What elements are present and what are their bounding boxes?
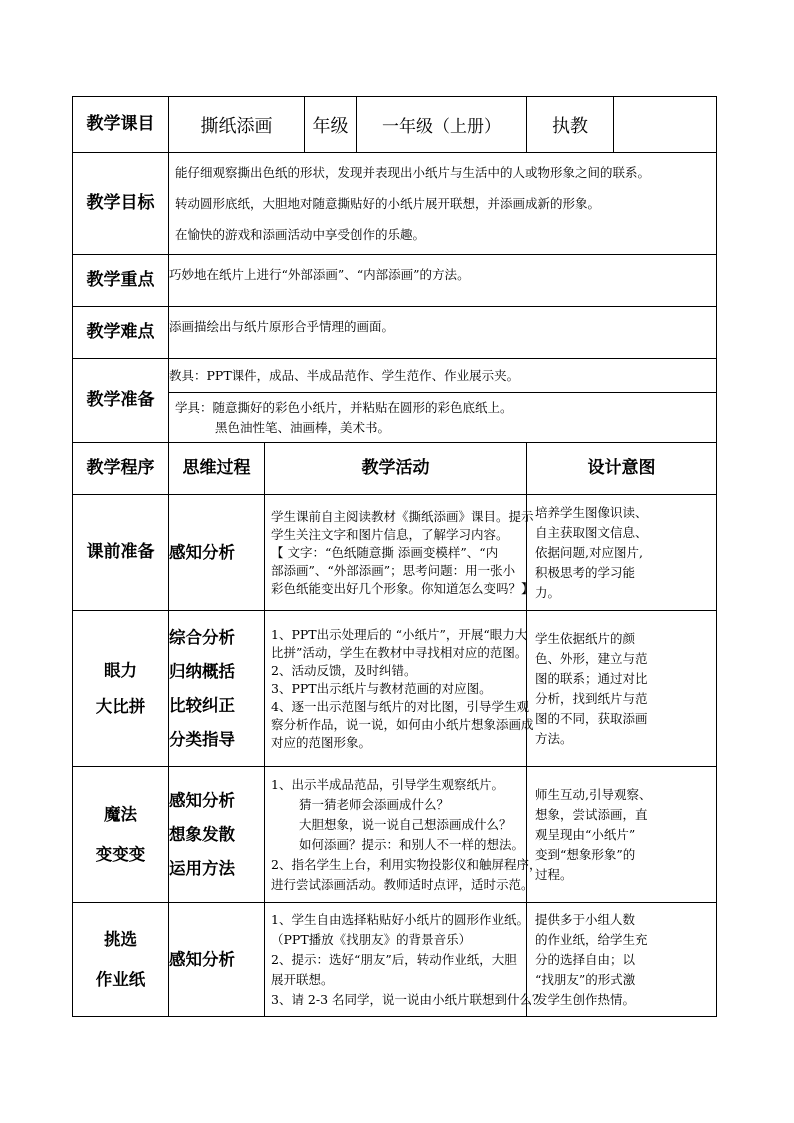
activity-line: 展开联想。 <box>271 971 334 987</box>
activity-line: 1、学生自由选择粘贴好小纸片的圆形作业纸。 <box>271 911 529 927</box>
stage-cell <box>73 611 169 767</box>
thinking-cell <box>169 495 265 611</box>
intent-line: 图的不同，获取添画 <box>535 710 648 726</box>
goal-line-3: 在愉快的游戏和添画活动中享受创作的乐趣。 <box>175 227 426 242</box>
thinking-step: 感知分析 <box>169 949 235 969</box>
activity-line: 对应的范图形象。 <box>271 734 372 750</box>
intent-line: 分析，找到纸片与范 <box>535 690 648 706</box>
activity-line: 4、逐一出示范图与纸片的对比图，引导学生观 <box>271 698 529 714</box>
activity-line: 猜一猜老师会添画成什么？ <box>299 796 450 812</box>
stage-name: 大比拼 <box>95 696 146 716</box>
activity-line: 比拼”活动，学生在教材中寻找相对应的范图。 <box>271 644 528 660</box>
intent-line: 积极思考的学习能 <box>535 564 636 580</box>
activity-line: 3、PPT出示纸片与教材范画的对应图。 <box>271 680 492 696</box>
activity-line: 2、提示：选好“朋友”后，转动作业纸，大胆 <box>271 951 517 967</box>
activity-line: 学生课前自主阅读教材《撕纸添画》课目。提示 <box>271 508 534 524</box>
intent-line: 发学生创作热情。 <box>535 991 636 1007</box>
header-row <box>73 97 717 153</box>
goal-line-1: 能仔细观察撕出色纸的形状，发现并表现出小纸片与生活中的人或物形象之间的联系。 <box>175 165 651 180</box>
intent-line: 色、外形，建立与范 <box>535 650 648 666</box>
procedure-row <box>73 903 717 1017</box>
intent-line: “找朋友”的形式激 <box>535 971 636 987</box>
intent-cell <box>527 611 717 767</box>
thinking-cell <box>169 903 265 1017</box>
activity-cell <box>265 903 545 1017</box>
intent-line: 观呈现由“小纸片” <box>535 826 636 842</box>
activity-line: 1、PPT出示处理后的 “小纸片”，开展“眼力大 <box>271 626 528 642</box>
activity-cell <box>265 495 534 611</box>
stage-name: 作业纸 <box>95 969 146 989</box>
stage-name: 魔法 <box>104 804 137 824</box>
thinking-cell <box>169 611 265 767</box>
thinking-step: 感知分析 <box>169 542 235 562</box>
prep-student-line-2: 黑色油性笔、油画棒，美术书。 <box>215 419 391 435</box>
stage-cell <box>73 767 169 903</box>
key-points-label: 教学重点 <box>73 255 169 307</box>
intent-line: 的作业纸，给学生充 <box>535 931 648 947</box>
activity-line: 3、请 2-3 名同学，说一说由小纸片联想到什么？ <box>271 991 545 1007</box>
stage-name: 挑选 <box>104 929 137 949</box>
intent-line: 师生互动,引导观察、 <box>535 786 652 802</box>
teacher-value <box>614 97 716 152</box>
prep-row-teacher <box>73 359 717 393</box>
col-procedure: 教学程序 <box>73 443 169 495</box>
prep-row-student <box>73 393 717 443</box>
thinking-step: 比较纠正 <box>169 695 235 715</box>
goals-row <box>73 153 717 255</box>
intent-line: 力。 <box>535 584 561 600</box>
activity-line: （PPT播放《找朋友》的背景音乐） <box>271 931 472 947</box>
prep-student-line-1: 学具：随意撕好的彩色小纸片，并粘贴在圆形的彩色底纸上。 <box>175 399 513 415</box>
intent-line: 想象，尝试添画，直 <box>535 806 648 822</box>
procedure-row <box>73 611 717 767</box>
key-points-text: 巧妙地在纸片上进行“外部添画”、“内部添画”的方法。 <box>169 255 717 307</box>
activity-line: 察分析作品，说一说，如何由小纸片想象添画成 <box>271 716 534 732</box>
activity-line: 部添画”、“外部添画”；思考问题：用一张小 <box>271 562 516 578</box>
teacher-label: 执教 <box>527 97 614 152</box>
teacher-cell <box>527 97 717 153</box>
goal-line-2: 转动圆形底纸，大胆地对随意撕贴好的小纸片展开联想，并添画成新的形象。 <box>175 196 601 211</box>
activity-line: 2、活动反馈，及时纠错。 <box>271 662 417 678</box>
intent-line: 依据问题,对应图片, <box>535 544 643 560</box>
procedure-header-row <box>73 443 717 495</box>
thinking-step: 分类指导 <box>169 729 235 749</box>
activity-line: 进行尝试添画活动。教师适时点评，适时示范。 <box>271 876 534 892</box>
difficulties-label: 教学难点 <box>73 307 169 359</box>
intent-line: 提供多于小组人数 <box>535 911 636 927</box>
preparation-label: 教学准备 <box>73 359 169 443</box>
intent-line: 图的联系；通过对比 <box>535 670 648 686</box>
thinking-cell <box>169 767 265 903</box>
intent-line: 方法。 <box>535 730 573 746</box>
activity-line: 如何添画？提示：和别人不一样的想法。 <box>299 836 525 852</box>
intent-line: 培养学生图像识读、 <box>535 504 648 520</box>
activity-line: 学生关注文字和图片信息，了解学习内容。 <box>271 526 509 542</box>
activity-line: 【 文字：“色纸随意撕 添画变模样”、“内 <box>271 544 499 560</box>
activity-cell <box>265 767 542 903</box>
goals-label: 教学目标 <box>73 153 169 255</box>
subject-label: 教学课目 <box>73 97 169 153</box>
stage-name: 课前准备 <box>86 541 155 562</box>
prep-student-tools <box>169 393 717 443</box>
goals-content <box>169 153 717 255</box>
intent-cell <box>527 767 717 903</box>
activity-cell <box>265 611 534 767</box>
intent-line: 过程。 <box>535 866 573 882</box>
grade-value: 一年级（上册） <box>357 97 527 153</box>
col-activity: 教学活动 <box>265 443 527 495</box>
intent-line: 学生依据纸片的颜 <box>535 630 636 646</box>
stage-cell <box>73 903 169 1017</box>
difficulties-row <box>73 307 717 359</box>
thinking-step: 运用方法 <box>169 858 235 878</box>
intent-cell <box>527 495 717 611</box>
thinking-step: 综合分析 <box>169 627 235 647</box>
intent-line: 自主获取图文信息、 <box>535 524 648 540</box>
key-points-row <box>73 255 717 307</box>
stage-cell <box>73 495 169 611</box>
thinking-step: 想象发散 <box>169 824 235 844</box>
subject-value: 撕纸添画 <box>169 97 305 153</box>
col-intent: 设计意图 <box>527 443 717 495</box>
procedure-row <box>73 495 717 611</box>
activity-line: 彩色纸能变出好几个形象。你知道怎么变吗？】 <box>271 580 534 596</box>
grade-label: 年级 <box>305 97 357 153</box>
intent-cell <box>527 903 717 1017</box>
stage-name: 变变变 <box>95 844 146 864</box>
thinking-step: 归纳概括 <box>169 661 235 681</box>
activity-line: 2、指名学生上台，利用实物投影仪和触屏程序， <box>271 856 542 872</box>
prep-teacher-tools: 教具：PPT课件，成品、半成品范作、学生范作、作业展示夹。 <box>169 359 717 393</box>
stage-name: 眼力 <box>104 660 137 680</box>
activity-line: 大胆想象，说一说自己想添画成什么？ <box>299 816 512 832</box>
intent-line: 变到“想象形象”的 <box>535 846 636 862</box>
intent-line: 分的选择自由；以 <box>535 951 636 967</box>
thinking-step: 感知分析 <box>169 790 235 810</box>
difficulties-text: 添画描绘出与纸片原形合乎情理的画面。 <box>169 307 717 359</box>
col-thinking: 思维过程 <box>169 443 265 495</box>
procedure-row <box>73 767 717 903</box>
activity-line: 1、出示半成品范品，引导学生观察纸片。 <box>271 776 504 792</box>
lesson-plan-table <box>72 96 717 1017</box>
